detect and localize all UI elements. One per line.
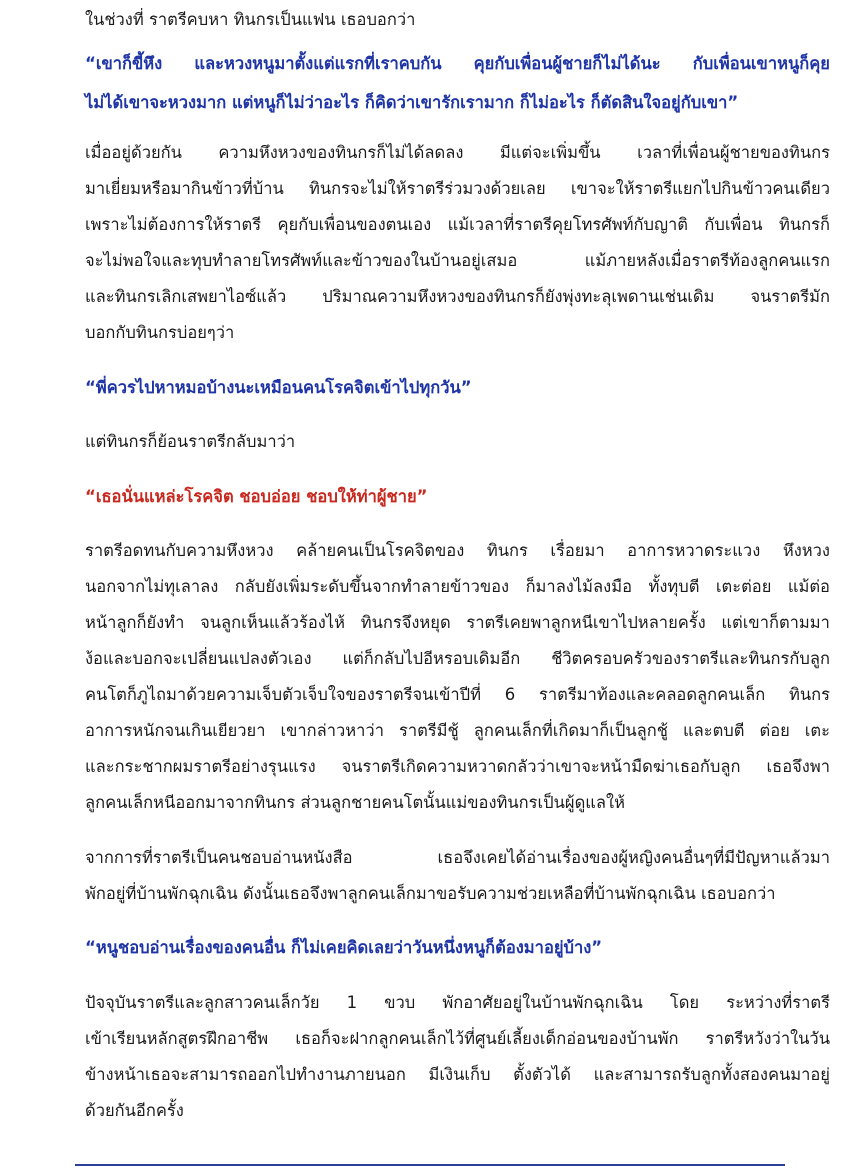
text-segment: ระหว่างที่ราตรี <box>726 993 830 1012</box>
paragraph-line <box>85 613 830 633</box>
text-segment: นอกจากไม่ทุเลาลง <box>85 577 219 596</box>
text-segment: ลูกคนเล็กที่เกิดมาก็เป็นลูกชู้ <box>473 721 668 740</box>
text-segment: ทินกร <box>486 541 528 560</box>
text-segment: ต่อย <box>759 721 790 740</box>
text-segment: แต่เขาก็ตามมา <box>721 613 830 632</box>
footer-divider <box>75 1164 785 1166</box>
text-segment: ขวบ <box>384 993 416 1012</box>
text-segment: มาเยี่ยมหรือมากินข้าวที่บ้าน <box>85 179 284 198</box>
text-segment: ชีวิตครอบครัวของราตรีและทินกรกับลูก <box>551 649 830 668</box>
quote-jealous-line2: ไม่ได้เขาจะหวงมาก แต่หนูก็ไม่ว่าอะไร ก็คิดว่าเขารักเรามาก ก็ไม่อะไร ก็ตัดสินใจอยู่กับเขา” <box>85 93 739 112</box>
text-segment: และทินกรเลิกเสพยาไอซ์แล้ว <box>85 287 287 306</box>
text-segment: เตะ <box>804 721 830 740</box>
text-segment: หน้าลูกก็ยังทำ <box>85 613 185 632</box>
text-segment: ทินกรก็ <box>778 215 830 234</box>
text-segment: เวลาที่เพื่อนผู้ชายของทินกร <box>637 143 830 162</box>
paragraph-line <box>85 1029 830 1049</box>
text-segment: มีแต่จะเพิ่มขึ้น <box>499 143 601 162</box>
text-segment: มีเงินเก็บ <box>428 1065 491 1084</box>
text-segment: โดย <box>669 993 700 1012</box>
paragraph-line <box>85 143 830 163</box>
text-segment: จนลูกเห็นแล้วร้องไห้ <box>200 613 345 632</box>
paragraph-line: พักอยู่ที่บ้านพักฉุกเฉิน ดังนั้นเธอจึงพาลูกคนเล็กมาขอรับความช่วยเหลือที่บ้านพักฉุกเฉิน เธอบอกว่า <box>85 884 776 903</box>
text-segment: ราตรีอดทนกับความหึงหวง <box>85 541 274 560</box>
text-segment: ทินกรจึงหยุด <box>360 613 451 632</box>
paragraph-line <box>85 649 830 669</box>
text-segment: เพราะไม่ต้องการให้ราตรี <box>85 215 262 234</box>
text-segment: จากการที่ราตรีเป็นคนชอบอ่านหนังสือ <box>85 848 353 867</box>
paragraph-line <box>85 757 830 777</box>
text-segment: เธอจึงพา <box>766 757 830 776</box>
text-segment: ปัจจุบันราตรีและลูกสาวคนเล็กวัย <box>85 993 320 1012</box>
text-segment: จนราตรีเกิดความหวาดกลัวว่าเขาจะหน้ามืดฆ่าเธอกับลูก <box>341 757 741 776</box>
text-segment: อาการหนักจนเกินเยียวยา <box>85 721 266 740</box>
text-segment: 1 <box>346 993 358 1012</box>
text-segment: กลับยังเพิ่มระดับขึ้นจากทำลายข้าวของ <box>234 577 510 596</box>
paragraph-line <box>85 215 830 235</box>
paragraph-line <box>85 993 830 1013</box>
paragraph-line <box>85 541 830 561</box>
text-segment: แม้เวลาที่ราตรีคุยโทรศัพท์กับญาติ <box>447 215 689 234</box>
quote-segment: คุยกับเพื่อนผู้ชายก็ไม่ได้นะ <box>473 54 661 73</box>
paragraph-line <box>85 1065 830 1085</box>
text-segment: เขากล่าวหาว่า <box>280 721 384 740</box>
paragraph-line <box>85 251 830 271</box>
paragraph-line: ลูกคนเล็กหนีออกมาจากทินกร ส่วนลูกชายคนโตนั้นแม่ของทินกรเป็นผู้ดูแลให้ <box>85 793 625 812</box>
text-segment: ราตรีมาท้องและคลอดลูกคนเล็ก <box>538 685 766 704</box>
text-segment: แต่ก็กลับไปอีหรอบเดิมอีก <box>342 649 521 668</box>
text-segment: และกระชากผมราตรีอย่างรุนแรง <box>85 757 316 776</box>
text-segment: แม้ภายหลังเมื่อราตรีท้องลูกคนแรก <box>584 251 830 270</box>
paragraph-line <box>85 287 830 307</box>
text-segment: ราตรีหวังว่าในวัน <box>705 1029 830 1048</box>
text-segment: เรื่อยมา <box>550 541 605 560</box>
text-segment: หึงหวง <box>782 541 830 560</box>
paragraph-line <box>85 721 830 741</box>
paragraph-line: ด้วยกันอีกครั้ง <box>85 1101 184 1120</box>
text-segment: ง้อและบอกจะเปลี่ยนแปลงตัวเอง <box>85 649 312 668</box>
text-segment: ปริมาณความหึงหวงของทินกรก็ยังพุ่งทะลุเพดานเช่นเดิม <box>322 287 715 306</box>
text-segment: เขาจะให้ราตรีแยกไปกินข้าวคนเดียว <box>570 179 830 198</box>
text-segment: พักอาศัยอยู่ในบ้านพักฉุกเฉิน <box>442 993 643 1012</box>
text-segment: ความหึงหวงของทินกรก็ไม่ได้ลดลง <box>218 143 464 162</box>
paragraph-line <box>85 685 830 705</box>
quote-jealous <box>85 54 830 74</box>
text-segment: จะไม่พอใจและทุบทำลายโทรศัพท์และข้าวของในบ้านอยู่เสมอ <box>85 251 518 270</box>
text-segment: 6 <box>504 685 516 704</box>
paragraph-intro: ในช่วงที่ ราตรีคบหา ทินกรเป็นแฟน เธอบอกว่า <box>85 10 416 29</box>
paragraph-line <box>85 577 830 597</box>
quote-segment: และหวงหนูมาตั้งแต่แรกที่เราคบกัน <box>194 54 442 73</box>
text-segment: เธอจึงเคยได้อ่านเรื่องของผู้หญิงคนอื่นๆที่มีปัญหาแล้วมา <box>437 848 830 867</box>
text-segment: เตะต่อย <box>715 577 772 596</box>
text-segment: ราตรีเคยพาลูกหนีเขาไปหลายครั้ง <box>466 613 706 632</box>
text-segment: จนราตรีมัก <box>750 287 830 306</box>
paragraph-line: บอกกับทินกรบ่อยๆว่า <box>85 323 235 342</box>
text-segment: คุยกับเพื่อนของตนเอง <box>277 215 432 234</box>
quote-accusation: “เธอนั่นแหล่ะโรคจิต ชอบอ่อย ชอบให้ท่าผู้ชาย” <box>85 487 428 506</box>
text-segment: และสามารถรับลูกทั้งสองคนมาอยู่ <box>593 1065 830 1084</box>
text-segment: กับเพื่อน <box>704 215 763 234</box>
text-segment: เมื่ออยู่ด้วยกัน <box>85 143 182 162</box>
quote-segment: กับเพื่อนเขาหนูก็คุย <box>692 54 830 73</box>
text-segment: เข้าเรียนหลักสูตรฝึกอาชีพ <box>85 1029 269 1048</box>
text-segment: เธอก็จะฝากลูกคนเล็กไว้ที่ศูนย์เลี้ยงเด็กอ่อนของบ้านพัก <box>295 1029 679 1048</box>
text-segment: ตั้งตัวได้ <box>513 1065 571 1084</box>
quote-never-thought: “หนูชอบอ่านเรื่องของคนอื่น ก็ไม่เคยคิดเลยว่าวันหนึ่งหนูก็ต้องมาอยู่บ้าง” <box>85 938 603 957</box>
text-segment: แม้ต่อ <box>787 577 830 596</box>
text-segment: คล้ายคนเป็นโรคจิตของ <box>296 541 465 560</box>
text-segment: อาการหวาดระแวง <box>627 541 761 560</box>
text-segment: ก็มาลงไม้ลงมือ <box>525 577 632 596</box>
text-segment: คนโตก็ภูไถมาด้วยความเจ็บตัวเจ็บใจของราตรีจนเข้าปีที่ <box>85 685 481 704</box>
quote-segment: “เขาก็ขี้หึง <box>85 54 163 73</box>
text-segment: ข้างหน้าเธอจะสามารถออกไปทำงานภายนอก <box>85 1065 406 1084</box>
quote-see-doctor: “พี่ควรไปหาหมอบ้างนะเหมือนคนโรคจิตเข้าไปทุกวัน” <box>85 378 472 397</box>
text-segment: ราตรีมีชู้ <box>398 721 459 740</box>
text-segment: และตบตี <box>682 721 745 740</box>
paragraph-line <box>85 848 830 868</box>
paragraph-retort: แต่ทินกรก็ย้อนราตรีกลับมาว่า <box>85 432 296 451</box>
text-segment: ทั้งทุบตี <box>648 577 700 596</box>
paragraph-line <box>85 179 830 199</box>
text-segment: ทินกร <box>788 685 830 704</box>
text-segment: ทินกรจะไม่ให้ราตรีร่วมวงด้วยเลย <box>308 179 546 198</box>
